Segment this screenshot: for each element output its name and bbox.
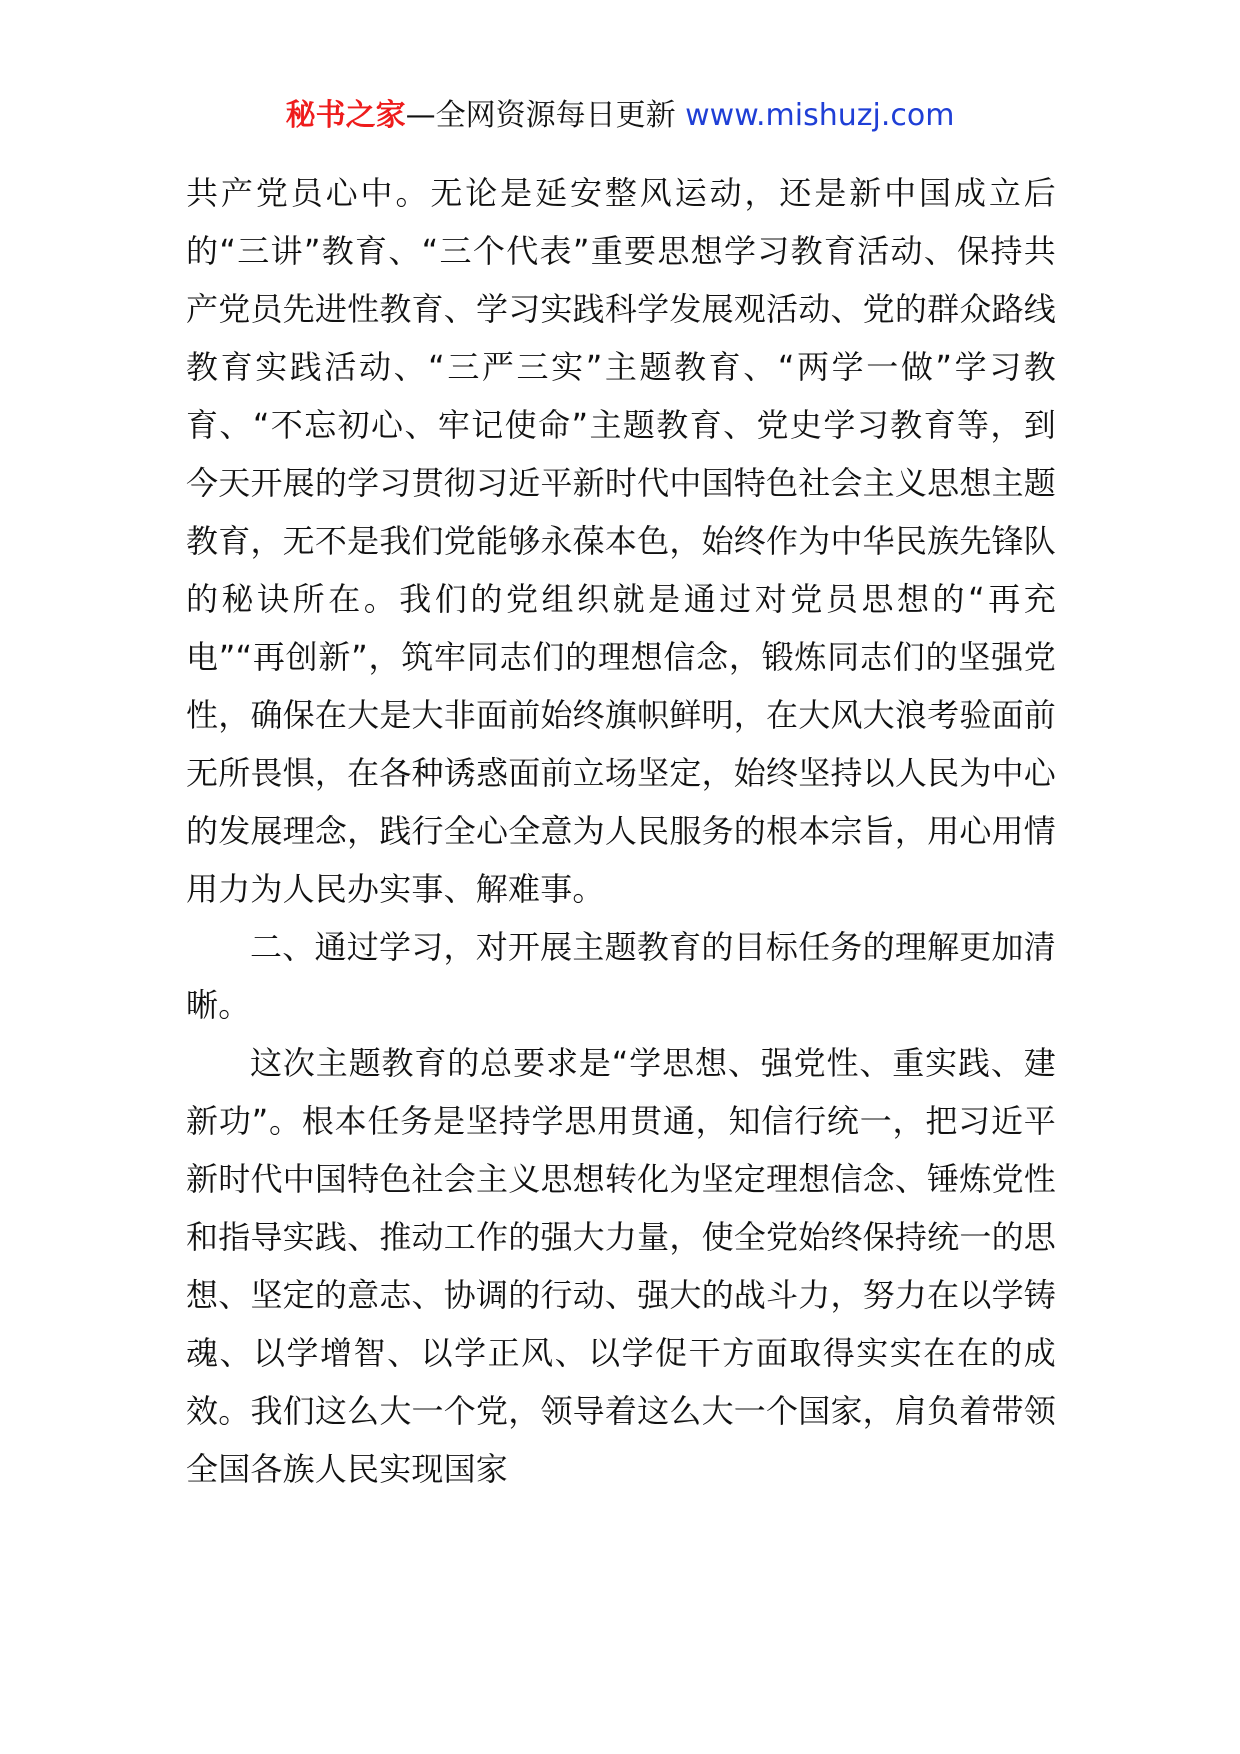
header-slogan: —全网资源每日更新: [405, 98, 676, 133]
site-url[interactable]: www.mishuzj.com: [685, 98, 955, 133]
section-heading: 二、通过学习，对开展主题教育的目标任务的理解更加清晰。: [186, 928, 1056, 1024]
document-body: [186, 164, 1056, 1498]
page-header: [0, 96, 1240, 136]
paragraph: 这次主题教育的总要求是“学思想、强党性、重实践、建新功”。根本任务是坚持学思用贯通，知信行统一，把习近平新时代中国特色社会主义思想转化为坚定理想信念、锤炼党性和指导实践、推动工作的强大力量，使全党始终保持统一的思想、坚定的意志、协调的行动、强大的战斗力，努力在以学铸魂、以学增智、以学正风、以学促干方面取得实实在在的成效。我们这么大一个党，领导着这么大一个国家，肩负着带领全国各族人民实现国家: [186, 1044, 1056, 1488]
paragraph-continued: 共产党员心中。无论是延安整风运动，还是新中国成立后的“三讲”教育、“三个代表”重要思想学习教育活动、保持共产党员先进性教育、学习实践科学发展观活动、党的群众路线教育实践活动、“三严三实”主题教育、“两学一做”学习教育、“不忘初心、牢记使命”主题教育、党史学习教育等，到今天开展的学习贯彻习近平新时代中国特色社会主义思想主题教育，无不是我们党能够永葆本色，始终作为中华民族先锋队的秘诀所在。我们的党组织就是通过对党员思想的“再充电”“再创新”，筑牢同志们的理想信念，锻炼同志们的坚强党性，确保在大是大非面前始终旗帜鲜明，在大风大浪考验面前无所畏惧，在各种诱惑面前立场坚定，始终坚持以人民为中心的发展理念，践行全心全意为人民服务的根本宗旨，用心用情用力为人民办实事、解难事。: [186, 174, 1056, 908]
brand-name: 秘书之家: [285, 98, 406, 133]
